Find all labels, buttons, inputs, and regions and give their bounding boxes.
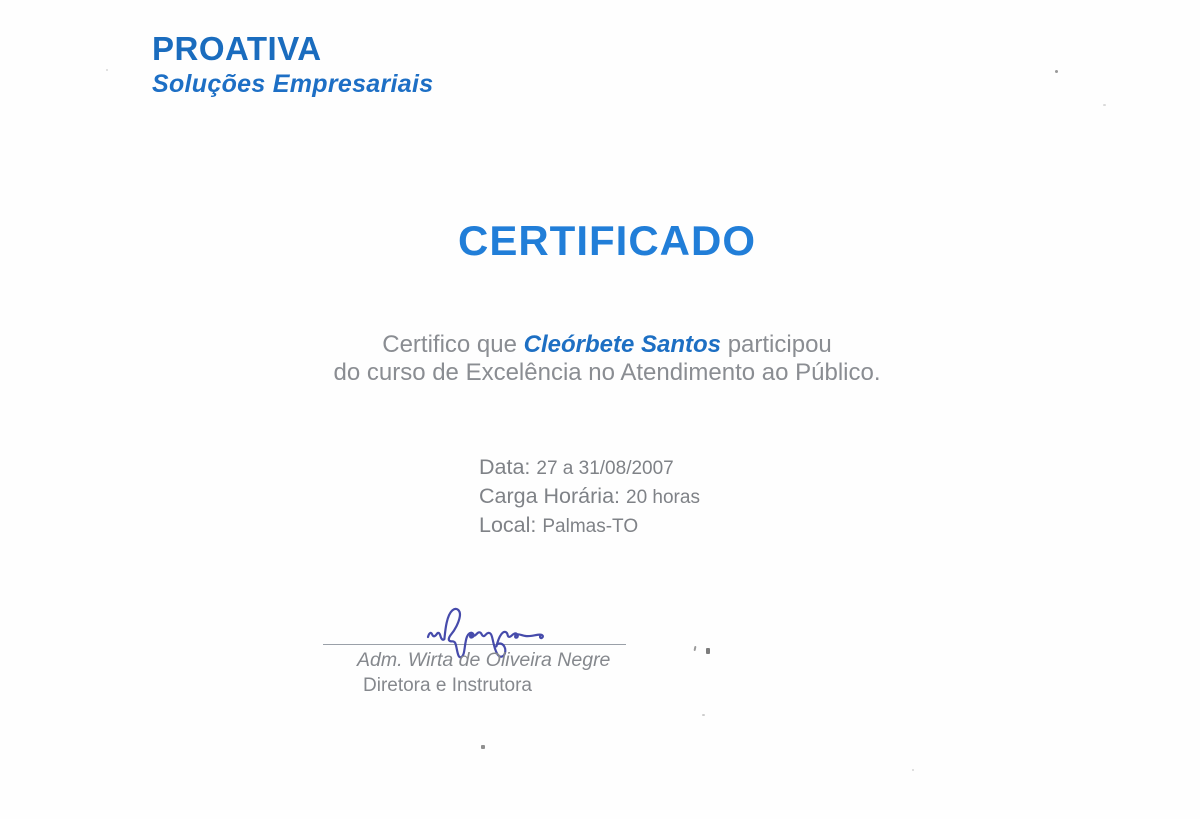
date-label: Data: bbox=[479, 455, 531, 479]
location-label: Local: bbox=[479, 513, 537, 537]
logo-tagline: Soluções Empresariais bbox=[152, 70, 434, 98]
signatory-name: Adm. Wirta de Oliveira Negre bbox=[357, 649, 611, 671]
scan-speck bbox=[694, 646, 697, 651]
location-value: Palmas-TO bbox=[542, 516, 639, 537]
detail-row-date bbox=[479, 453, 700, 482]
statement-suffix: participou bbox=[721, 331, 832, 358]
scan-speck bbox=[706, 648, 710, 654]
course-details bbox=[479, 453, 700, 540]
scan-speck bbox=[106, 69, 108, 71]
statement-prefix: Certifico que bbox=[382, 331, 524, 358]
hours-value: 20 horas bbox=[626, 487, 700, 508]
statement-line2: do curso de Excelência no Atendimento ao Público. bbox=[333, 359, 881, 386]
hours-label: Carga Horária: bbox=[479, 484, 620, 508]
signatory-role: Diretora e Instrutora bbox=[363, 675, 532, 696]
scan-speck bbox=[1103, 104, 1106, 106]
scan-speck bbox=[481, 745, 485, 749]
scan-speck bbox=[702, 714, 705, 716]
logo bbox=[152, 31, 433, 99]
date-value: 27 a 31/08/2007 bbox=[536, 458, 674, 479]
detail-row-location bbox=[479, 511, 700, 540]
participant-name: Cleórbete Santos bbox=[523, 331, 722, 358]
scan-speck bbox=[912, 769, 914, 771]
logo-name: PROATIVA bbox=[152, 30, 322, 67]
certificate-statement bbox=[7, 331, 1200, 387]
scan-speck bbox=[1055, 70, 1058, 73]
certificate-title: CERTIFICADO bbox=[458, 217, 756, 264]
detail-row-hours bbox=[479, 482, 700, 511]
